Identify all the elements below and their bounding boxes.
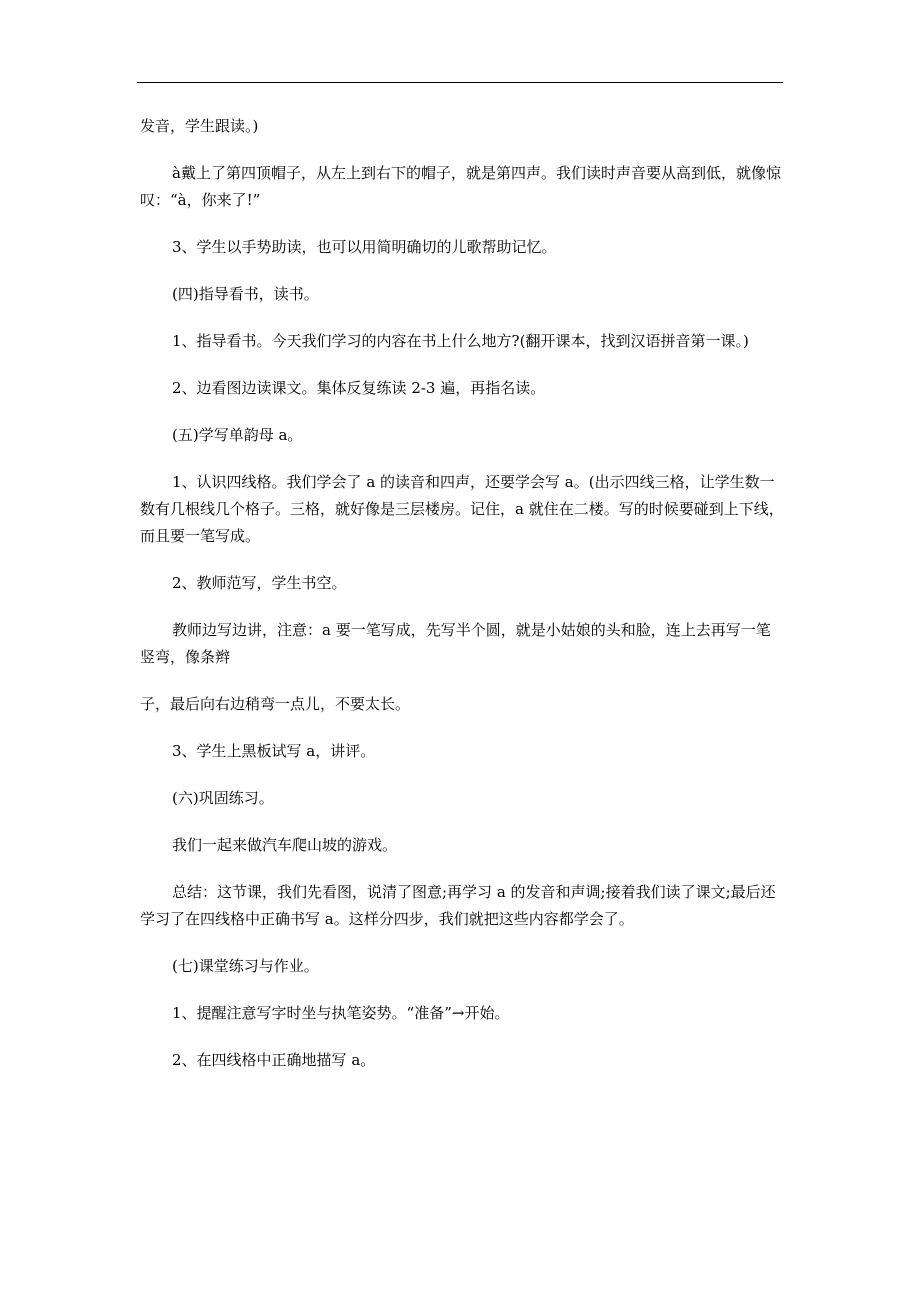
section-heading: (七)课堂练习与作业。: [172, 957, 319, 975]
paragraph: 3、学生以手势助读，也可以用简明确切的儿歌帮助记忆。: [172, 238, 557, 256]
paragraph: 子，最后向右边稍弯一点儿，不要太长。: [140, 695, 411, 713]
document-body: [140, 113, 784, 1094]
paragraph: 2、教师范写，学生书空。: [172, 574, 347, 592]
paragraph: 2、在四线格中正确地描写 a。: [172, 1051, 376, 1069]
paragraph: 3、学生上黑板试写 a，讲评。: [172, 742, 376, 760]
paragraph: 我们一起来做汽车爬山坡的游戏。: [172, 836, 398, 854]
paragraph: 教师边写边讲，注意：a 要一笔写成，先写半个圆，就是小姑娘的头和脸，连上去再写一笔竖弯，像条辫: [140, 621, 771, 666]
section-heading: (六)巩固练习。: [172, 789, 274, 807]
summary-paragraph: 总结：这节课，我们先看图，说清了图意;再学习 a 的发音和声调;接着我们读了课文;最后还学习了在四线格中正确书写 a。这样分四步，我们就把这些内容都学会了。: [140, 883, 776, 928]
paragraph: 2、边看图边读课文。集体反复练读 2-3 遍，再指名读。: [172, 379, 546, 397]
paragraph: 1、认识四线格。我们学会了 a 的读音和四声，还要学会写 a。(出示四线三格，让学生数一数有几根线几个格子。三格，就好像是三层楼房。记住，a 就住在二楼。写的时候要碰到上下线，而且要一笔写成。: [140, 473, 784, 545]
header-rule: [137, 82, 783, 83]
section-heading: (五)学写单韵母 a。: [172, 426, 303, 444]
paragraph: 发音，学生跟读。): [140, 117, 259, 135]
section-heading: (四)指导看书，读书。: [172, 285, 319, 303]
paragraph: 1、指导看书。今天我们学习的内容在书上什么地方?(翻开课本，找到汉语拼音第一课。): [172, 332, 749, 350]
paragraph: 1、提醒注意写字时坐与执笔姿势。“准备”→开始。: [172, 1004, 510, 1022]
paragraph: à戴上了第四顶帽子，从左上到右下的帽子，就是第四声。我们读时声音要从高到低，就像惊叹：“à，你来了!”: [140, 164, 781, 209]
